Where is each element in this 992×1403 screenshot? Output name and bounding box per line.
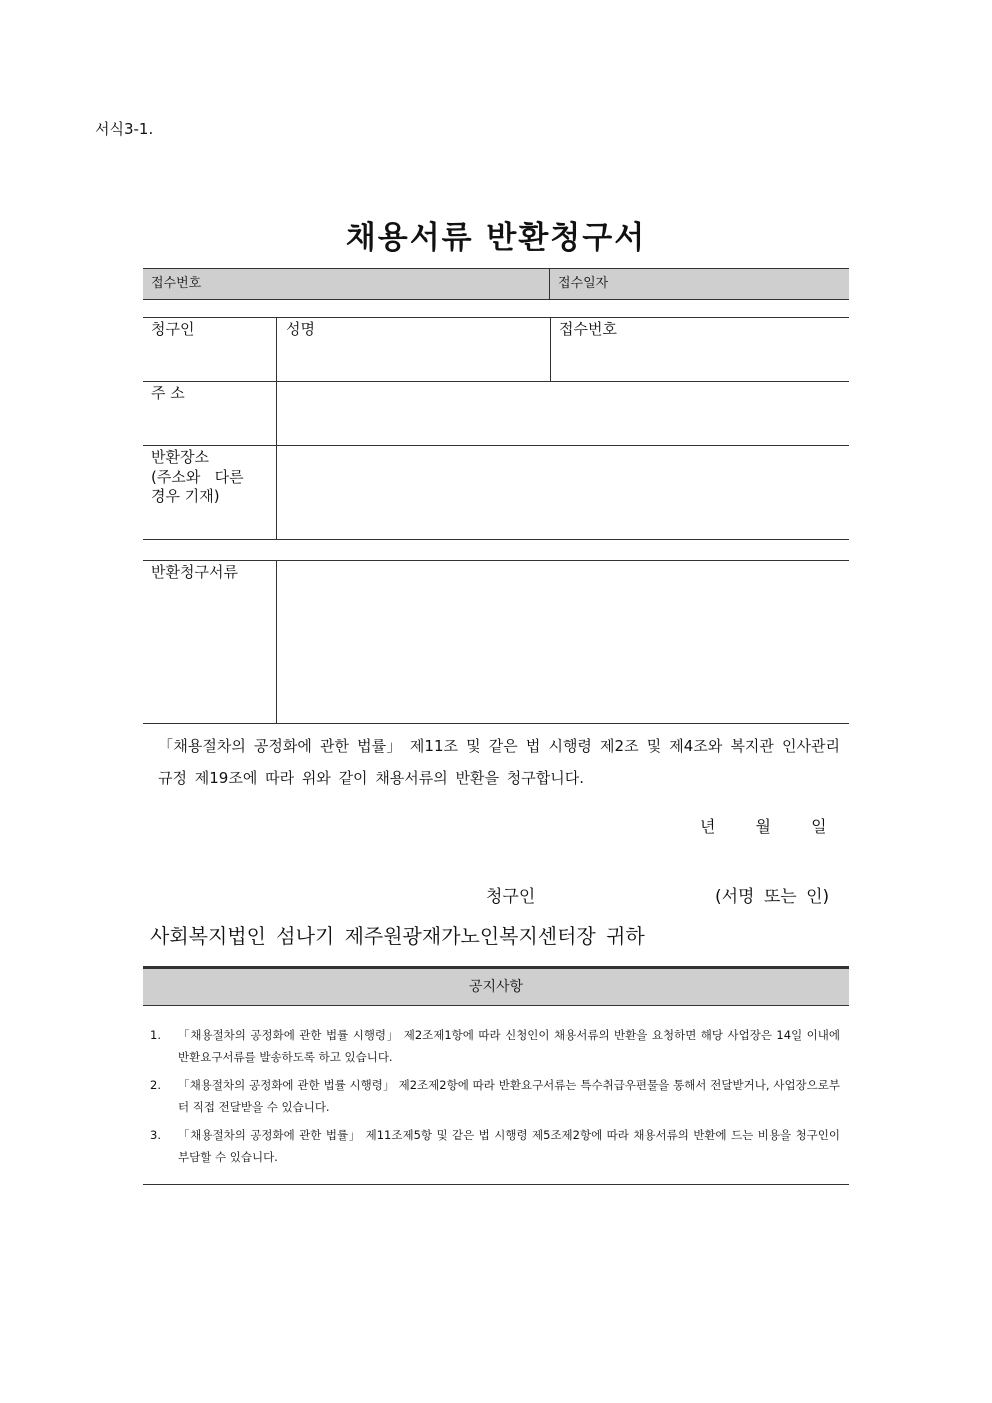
receipt-divider (549, 269, 550, 299)
signer-label: 청구인 (486, 887, 536, 907)
recipient-line: 사회복지법인 섬나기 제주원광재가노인복지센터장 귀하 (150, 924, 645, 948)
address-label: 주 소 (151, 384, 185, 402)
notice-text: 「채용절차의 공정화에 관한 법률」 제11조제5항 및 같은 법 시행령 제5조제2항에 따라 채용서류의 반환에 드는 비용을 청구인이 부담할 수 있습니다. (178, 1128, 840, 1164)
notice-text: 「채용절차의 공정화에 관한 법률 시행령」 제2조제1항에 따라 신청인이 채용서류의 반환을 요청하면 해당 사업장은 14일 이내에 반환요구서류를 발송하도록 하고 있습니다. (178, 1028, 840, 1064)
table-bottom-border (143, 539, 849, 540)
documents-top-border (143, 560, 849, 561)
page-title: 채용서류 반환청구서 (345, 220, 647, 256)
claimant-receipt-label: 접수번호 (559, 320, 617, 338)
name-column-divider (550, 317, 551, 381)
receipt-date-label: 접수일자 (558, 276, 609, 291)
notice-bottom-border (143, 1184, 849, 1185)
receipt-number-label: 접수번호 (151, 276, 202, 291)
return-place-label-2: (주소와 다른 (151, 468, 244, 486)
receipt-bar (143, 268, 849, 300)
documents-label: 반환청구서류 (151, 563, 238, 581)
notice-item (150, 1124, 840, 1168)
notice-number: 1. (150, 1028, 161, 1042)
notice-item (150, 1024, 840, 1068)
date-line: 년 월 일 (700, 817, 827, 836)
notice-number: 2. (150, 1078, 161, 1092)
row-divider-2 (143, 445, 849, 446)
statement-text: 「채용절차의 공정화에 관한 법률」 제11조 및 같은 법 시행령 제2조 및 제4조와 복지관 인사관리규정 제19조에 따라 위와 같이 채용서류의 반환을 청구합니다. (158, 737, 840, 787)
notice-header: 공지사항 (143, 966, 849, 1006)
documents-column-divider (276, 560, 277, 723)
return-place-label-1: 반환장소 (151, 448, 209, 466)
return-place-label-3: 경우 기재) (151, 487, 220, 505)
notice-list (150, 1024, 840, 1174)
table-top-border (143, 317, 849, 318)
notice-item (150, 1074, 840, 1118)
documents-bottom-border (143, 723, 849, 724)
signature-hint: (서명 또는 인) (715, 887, 830, 907)
notice-text: 「채용절차의 공정화에 관한 법률 시행령」 제2조제2항에 따라 반환요구서류는 특수취급우편물을 통해서 전달받거나, 사업장으로부터 직접 전달받을 수 있습니다. (178, 1078, 840, 1114)
notice-number: 3. (150, 1128, 161, 1142)
row-divider-1 (143, 381, 849, 382)
label-column-divider (276, 317, 277, 539)
name-label: 성명 (286, 320, 315, 338)
claimant-label: 청구인 (151, 320, 195, 338)
form-code: 서식3-1. (95, 120, 154, 138)
